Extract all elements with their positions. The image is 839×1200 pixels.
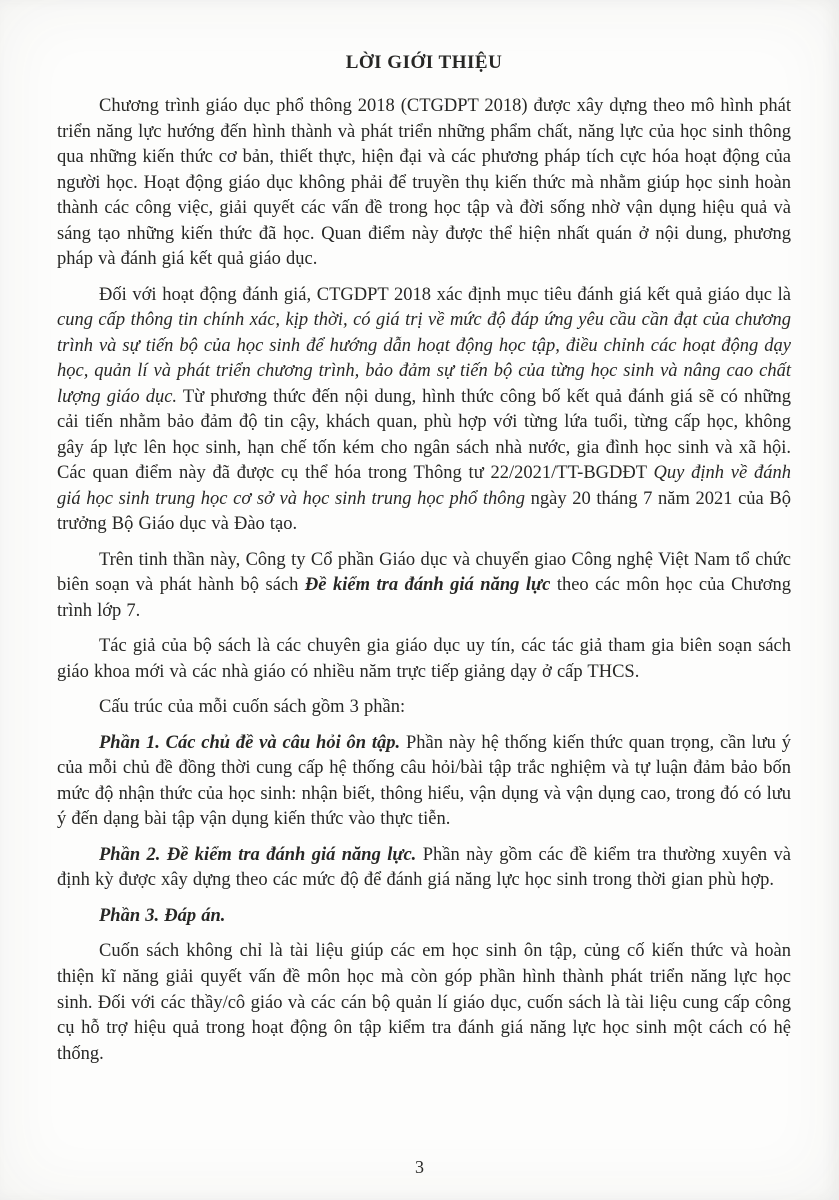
page-title: LỜI GIỚI THIỆU (345, 52, 503, 73)
text-segment: ngày 20 tháng 7 năm 2021 của Bộ trưởng Bộ Giáo dục và Đào tạo. (57, 488, 791, 535)
paragraph-part-1 (57, 731, 791, 833)
text-segment: Phần này hệ thống kiến thức quan trọng, cần lưu ý của mỗi chủ đề đồng thời cung cấp hệ thống câu hỏi/bài tập trắc nghiệm và tự luận đảm bảo bốn mức độ nhận thức của học sinh: nhận biết, thông hiểu, vận dụng và vận dụng cao, trong đó có lưu ý đến dạng bài tập vận dụng kiến thức vào thực tiễn. (57, 732, 791, 830)
text-segment: theo các môn học của Chương trình lớp 7. (57, 575, 791, 621)
paragraph (57, 548, 791, 625)
paragraph (57, 634, 791, 685)
text-segment: Tác giả của bộ sách là các chuyên gia giáo dục uy tín, các tác giả tham gia biên soạn sách giáo khoa mới và các nhà giáo có nhiều năm trực tiếp giảng dạy ở cấp THCS. (57, 636, 791, 682)
text-segment: Phần 3. Đáp án. (99, 905, 226, 926)
page-number: 3 (415, 1157, 424, 1177)
paragraph (57, 94, 791, 273)
text-segment: Đề kiểm tra đánh giá năng lực (304, 575, 551, 596)
text-segment: Chương trình giáo dục phổ thông 2018 (CTGDPT 2018) được xây dựng theo mô hình phát triển năng lực hướng đến hình thành và phát triển những phẩm chất, năng lực của học sinh thông qua những kiến thức cơ bản, thiết thực, hiện đại và các phương pháp tích cực hóa hoạt động của người học. Hoạt động giáo dục không phải để truyền thụ kiến thức mà nhằm giúp học sinh hoàn thành các công việc, giải quyết các vấn đề trong học tập và đời sống nhờ vận dụng hiệu quả và sáng tạo những kiến thức đã học. Quan điểm này được thể hiện nhất quán ở nội dung, phương pháp và đánh giá kết quả giáo dục. (57, 96, 791, 270)
paragraph-part-2 (57, 843, 791, 894)
text-segment: Phần 1. Các chủ đề và câu hỏi ôn tập. (99, 732, 401, 753)
text-segment: Cấu trúc của mỗi cuốn sách gồm 3 phần: (99, 697, 406, 718)
text-segment: Phần 2. Đề kiểm tra đánh giá năng lực. (99, 844, 417, 865)
text-segment: Từ phương thức đến nội dung, hình thức công bố kết quả đánh giá sẽ có những cải tiến nhằm bảo đảm độ tin cậy, khách quan, phù hợp với từng lứa tuổi, từng cấp học, không gây áp lực lên học sinh, hạn chế tốn kém cho ngân sách nhà nước, gia đình học sinh và xã hội. Các quan điểm này đã được cụ thể hóa trong Thông tư 22/2021/TT-BGDĐT (57, 386, 791, 484)
text-segment: Phần này gồm các đề kiểm tra thường xuyên và định kỳ được xây dựng theo các mức độ để đánh giá năng lực học sinh trong thời gian phù hợp. (57, 844, 791, 891)
text-segment: Cuốn sách không chỉ là tài liệu giúp các em học sinh ôn tập, củng cố kiến thức và hoàn thiện kĩ năng giải quyết vấn đề môn học mà còn góp phần hình thành phát triển năng lực học sinh. Đối với các thầy/cô giáo và các cán bộ quản lí giáo dục, cuốn sách là tài liệu cung cấp công cụ hỗ trợ hiệu quả trong hoạt động ôn tập kiểm tra đánh giá năng lực học sinh một cách có hệ thống. (57, 941, 791, 1064)
text-segment: Trên tinh thần này, Công ty Cổ phần Giáo dục và chuyển giao Công nghệ Việt Nam tổ chức biên soạn và phát hành bộ sách (57, 549, 791, 596)
text-segment: Quy định về đánh giá học sinh trung học cơ sở và học sinh trung học phổ thông (57, 463, 791, 509)
paragraph (57, 283, 791, 538)
paragraph-part-3 (57, 904, 791, 930)
paragraph (57, 939, 791, 1067)
text-segment: Đối với hoạt động đánh giá, CTGDPT 2018 xác định mục tiêu đánh giá kết quả giáo dục là (99, 284, 791, 305)
paragraph (57, 695, 791, 721)
text-segment: cung cấp thông tin chính xác, kịp thời, có giá trị về mức độ đáp ứng yêu cầu cần đạt của chương trình và sự tiến bộ của học sinh để hướng dẫn hoạt động học tập, điều chỉnh các hoạt động dạy học, quản lí và phát triển chương trình, bảo đảm sự tiến bộ của từng học sinh và nâng cao chất lượng giáo dục. (57, 310, 791, 407)
